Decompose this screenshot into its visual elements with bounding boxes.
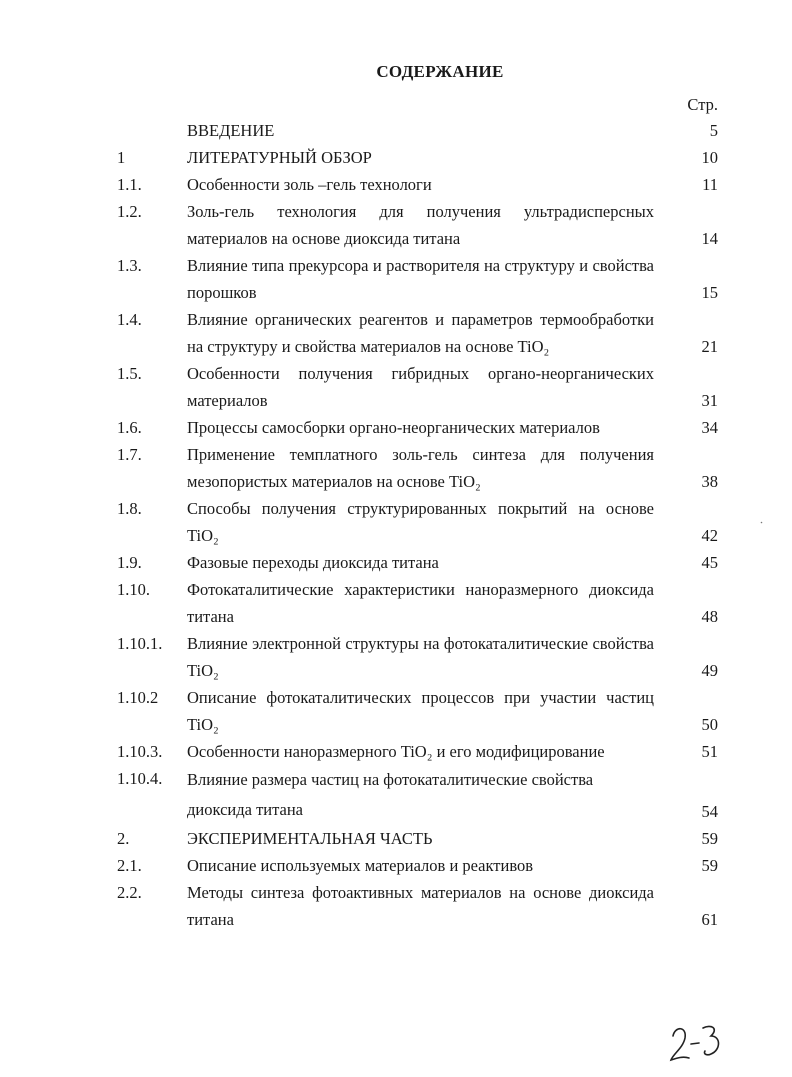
toc-number: 1.8.	[117, 499, 142, 518]
toc-number: 2.2.	[117, 883, 142, 902]
toc-page-number: 15	[701, 283, 718, 302]
toc-number: 1.9.	[117, 553, 142, 572]
toc-entry	[0, 198, 792, 252]
toc-page-number: 59	[701, 856, 718, 875]
toc-text: Влияние электронной структуры на фотокаталитические свойства TiO₂	[187, 634, 654, 680]
toc-entry	[0, 306, 792, 360]
page-column-label: Стр.	[687, 95, 718, 114]
toc-page-number: 38	[701, 472, 718, 491]
toc-number: 1.1.	[117, 175, 142, 194]
toc-number: 1.10.2	[117, 688, 159, 707]
toc-page-number: 50	[701, 715, 718, 734]
toc-number: 1.5.	[117, 364, 142, 383]
toc-entry	[0, 360, 792, 414]
toc-text: Методы синтеза фотоактивных материалов на основе диоксида титана	[187, 883, 654, 929]
toc-entry	[0, 684, 792, 738]
toc-text: Описание фотокаталитических процессов при участии частиц TiO₂	[187, 688, 654, 734]
toc-text: Способы получения структурированных покрытий на основе TiO₂	[187, 499, 654, 545]
toc-text: Влияние размера частиц на фотокаталитические свойства диоксида титана	[187, 770, 594, 819]
toc-entry	[0, 171, 792, 198]
toc-number: 1.10.3.	[117, 742, 163, 761]
toc-text: Фазовые переходы диоксида титана	[187, 553, 439, 572]
toc-entry	[0, 879, 792, 933]
toc-entry	[0, 441, 792, 495]
toc-entry	[0, 252, 792, 306]
toc-number: 1.6.	[117, 418, 142, 437]
toc-text: Описание используемых материалов и реактивов	[187, 856, 534, 875]
handwritten-page-mark	[667, 1018, 727, 1066]
page-title: СОДЕРЖАНИЕ	[376, 62, 504, 81]
toc-entry	[0, 825, 792, 852]
toc-page-number: 61	[701, 910, 718, 929]
toc-page-number: 34	[701, 418, 718, 437]
toc-text: ВВЕДЕНИЕ	[187, 121, 275, 140]
toc-page-number: 14	[701, 229, 718, 248]
toc-page-number: 10	[701, 148, 718, 167]
toc-number: 2.1.	[117, 856, 142, 875]
toc-text: Применение темплатного золь-гель синтеза для получения мезопористых материалов на основе TiO₂	[187, 445, 654, 491]
toc-number: 2.	[117, 829, 130, 848]
toc-page-number: 45	[701, 553, 718, 572]
toc-entry	[0, 144, 792, 171]
toc-number: 1.7.	[117, 445, 142, 464]
toc-number: 1.10.1.	[117, 634, 163, 653]
toc-page-number: 54	[701, 802, 718, 821]
toc-page-number: 59	[701, 829, 718, 848]
toc-text: Особенности наноразмерного TiO₂ и его модифицирование	[187, 742, 605, 761]
toc-number: 1.2.	[117, 202, 142, 221]
toc-page-number: 21	[701, 337, 718, 356]
toc-number: 1.3.	[117, 256, 142, 275]
scan-speck	[760, 521, 763, 524]
toc-text: Особенности золь –гель технологи	[187, 175, 432, 194]
toc-page-number: 49	[701, 661, 718, 680]
toc-entry	[0, 414, 792, 441]
toc-page-number: 5	[709, 121, 718, 140]
toc-text: Влияние органических реагентов и параметров термообработки на структуру и свойства материалов на основе TiO₂	[187, 310, 654, 356]
toc-page-number: 48	[701, 607, 718, 626]
toc-entry	[0, 117, 792, 144]
toc-number: 1.10.	[117, 580, 150, 599]
toc-entry	[0, 630, 792, 684]
toc-page-number: 51	[701, 742, 718, 761]
toc-page-number: 42	[701, 526, 718, 545]
toc-text: Влияние типа прекурсора и растворителя на структуру и свойства порошков	[187, 256, 654, 302]
toc-text: Фотокаталитические характеристики наноразмерного диоксида титана	[187, 580, 654, 626]
toc-number: 1	[117, 148, 126, 167]
toc-text: ЭКСПЕРИМЕНТАЛЬНАЯ ЧАСТЬ	[187, 829, 433, 848]
toc-text: Золь-гель технология для получения ультрадисперсных материалов на основе диоксида титана	[187, 202, 654, 248]
toc-entry	[0, 738, 792, 765]
toc-entry	[0, 765, 792, 825]
toc-page-number: 11	[702, 175, 718, 194]
toc-text: ЛИТЕРАТУРНЫЙ ОБЗОР	[187, 148, 372, 167]
toc-list	[0, 117, 792, 933]
toc-entry	[0, 549, 792, 576]
toc-text: Особенности получения гибридных органо-неорганических материалов	[187, 364, 654, 410]
toc-number: 1.4.	[117, 310, 142, 329]
toc-number: 1.10.4.	[117, 769, 163, 788]
toc-entry	[0, 852, 792, 879]
toc-entry	[0, 495, 792, 549]
toc-page-number: 31	[701, 391, 718, 410]
toc-text: Процессы самосборки органо-неорганических материалов	[187, 418, 600, 437]
toc-entry	[0, 576, 792, 630]
